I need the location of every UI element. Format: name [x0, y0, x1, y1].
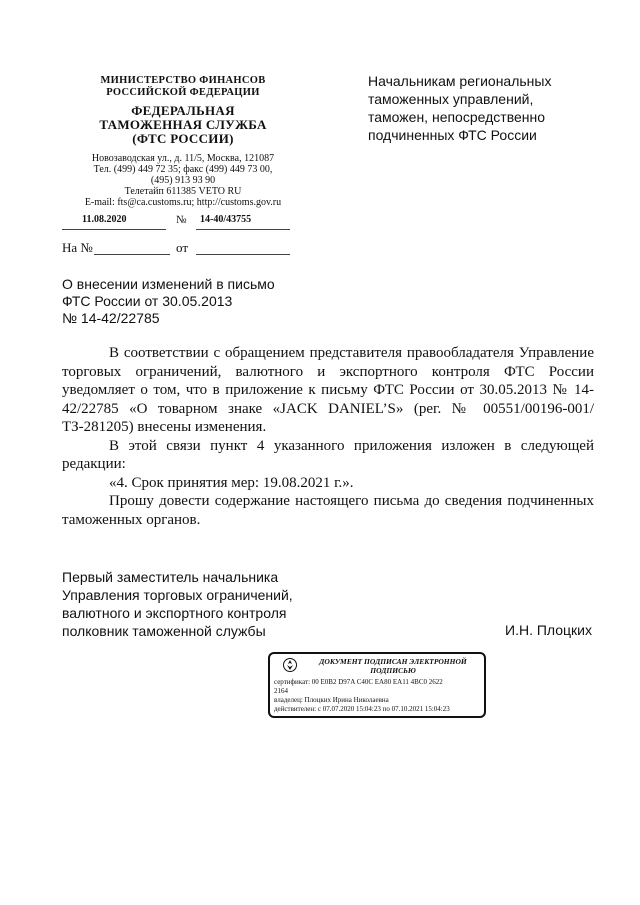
body-paragraph-2: В этой связи пункт 4 указанного приложения изложен в следующей редакции:	[62, 437, 594, 472]
subject-line-1: О внесении изменений в письмо	[62, 276, 275, 292]
ministry-line-1: МИНИСТЕРСТВО ФИНАНСОВ	[100, 75, 266, 86]
addressee-line-2: таможенных управлений,	[368, 91, 534, 107]
registration-number-label: №	[176, 214, 187, 226]
subject-line-2: ФТС России от 30.05.2013	[62, 293, 233, 309]
service-line-3: (ФТС РОССИИ)	[132, 131, 234, 146]
ministry-line-2: РОССИЙСКОЙ ФЕДЕРАЦИИ	[106, 87, 260, 98]
stamp-details	[274, 678, 480, 714]
registration-number: 14-40/43755	[200, 214, 252, 225]
number-underline	[196, 229, 290, 230]
date-underline	[62, 229, 166, 230]
registration-row	[72, 214, 312, 228]
reference-number-underline	[94, 254, 170, 255]
addressee-line-3: таможен, непосредственно	[368, 109, 546, 125]
signatory-line-3: валютного и экспортного контроля	[62, 605, 287, 621]
emblem-icon	[282, 657, 298, 673]
contacts-block	[58, 153, 308, 208]
phone-2: (495) 913 93 90	[150, 175, 216, 186]
stamp-certificate: сертификат: 00 E0B2 D97A C40C EA80 EA11 4BC0 2622	[274, 678, 443, 686]
subject	[62, 276, 322, 327]
signatory-line-1: Первый заместитель начальника	[62, 569, 279, 585]
stamp-title-line-1: ДОКУМЕНТ ПОДПИСАН ЭЛЕКТРОННОЙ	[319, 657, 467, 666]
registration-date: 11.08.2020	[82, 214, 127, 225]
signatory-line-2: Управления торговых ограничений,	[62, 587, 293, 603]
body-paragraph-1: В соответствии с обращением представителя правообладателя Управление торговых ограничений, валютного и экспортного контроля ФТС России уведомляет о том, что в приложение к письму ФТС России от 30.05.2013 № 14-42/22785 «О товарном знаке «JACK DANIEL’S» (рег. № 00551/00196-001/ТЗ-281205) внесены изменения.	[62, 345, 594, 435]
electronic-signature-stamp	[268, 652, 486, 718]
reference-from: от	[176, 240, 189, 255]
signatory-title	[62, 568, 362, 640]
stamp-owner: владелец: Плоцких Ирина Николаевна	[274, 696, 389, 704]
reference-date-underline	[196, 254, 290, 255]
letter-body	[62, 344, 594, 529]
reference-prefix: На №	[62, 240, 93, 255]
signatory-line-4: полковник таможенной службы	[62, 623, 266, 639]
service-line-2: ТАМОЖЕННАЯ СЛУЖБА	[99, 117, 267, 132]
ministry-name	[58, 75, 308, 99]
addressee-line-4: подчиненных ФТС России	[368, 127, 537, 143]
body-paragraph-4: Прошу довести содержание настоящего письма до сведения подчиненных таможенных органов.	[62, 493, 594, 528]
subject-line-3: № 14-42/22785	[62, 310, 160, 326]
stamp-title-line-2: ПОДПИСЬЮ	[370, 666, 416, 675]
stamp-validity: действителен: с 07.07.2020 15:04:23 по 07.10.2021 15:04:23	[274, 705, 450, 713]
body-paragraph-3: «4. Срок принятия мер: 19.08.2021 г.».	[109, 474, 354, 491]
addressee-line-1: Начальникам региональных	[368, 73, 552, 89]
email: E-mail: fts@ca.customs.ru; http://customs.gov.ru	[84, 197, 282, 208]
service-line-1: ФЕДЕРАЛЬНАЯ	[131, 103, 235, 118]
stamp-certificate-2: 2164	[274, 687, 288, 695]
stamp-title	[304, 657, 482, 675]
phone: Тел. (499) 449 72 35; факс (499) 449 73 00,	[93, 164, 273, 175]
addressee	[368, 72, 608, 144]
signatory-name: И.Н. Плоцких	[505, 622, 592, 638]
address: Новозаводская ул., д. 11/5, Москва, 121087	[91, 153, 275, 164]
service-name	[58, 104, 308, 146]
telex: Телетайп 611385 VETO RU	[124, 186, 242, 197]
